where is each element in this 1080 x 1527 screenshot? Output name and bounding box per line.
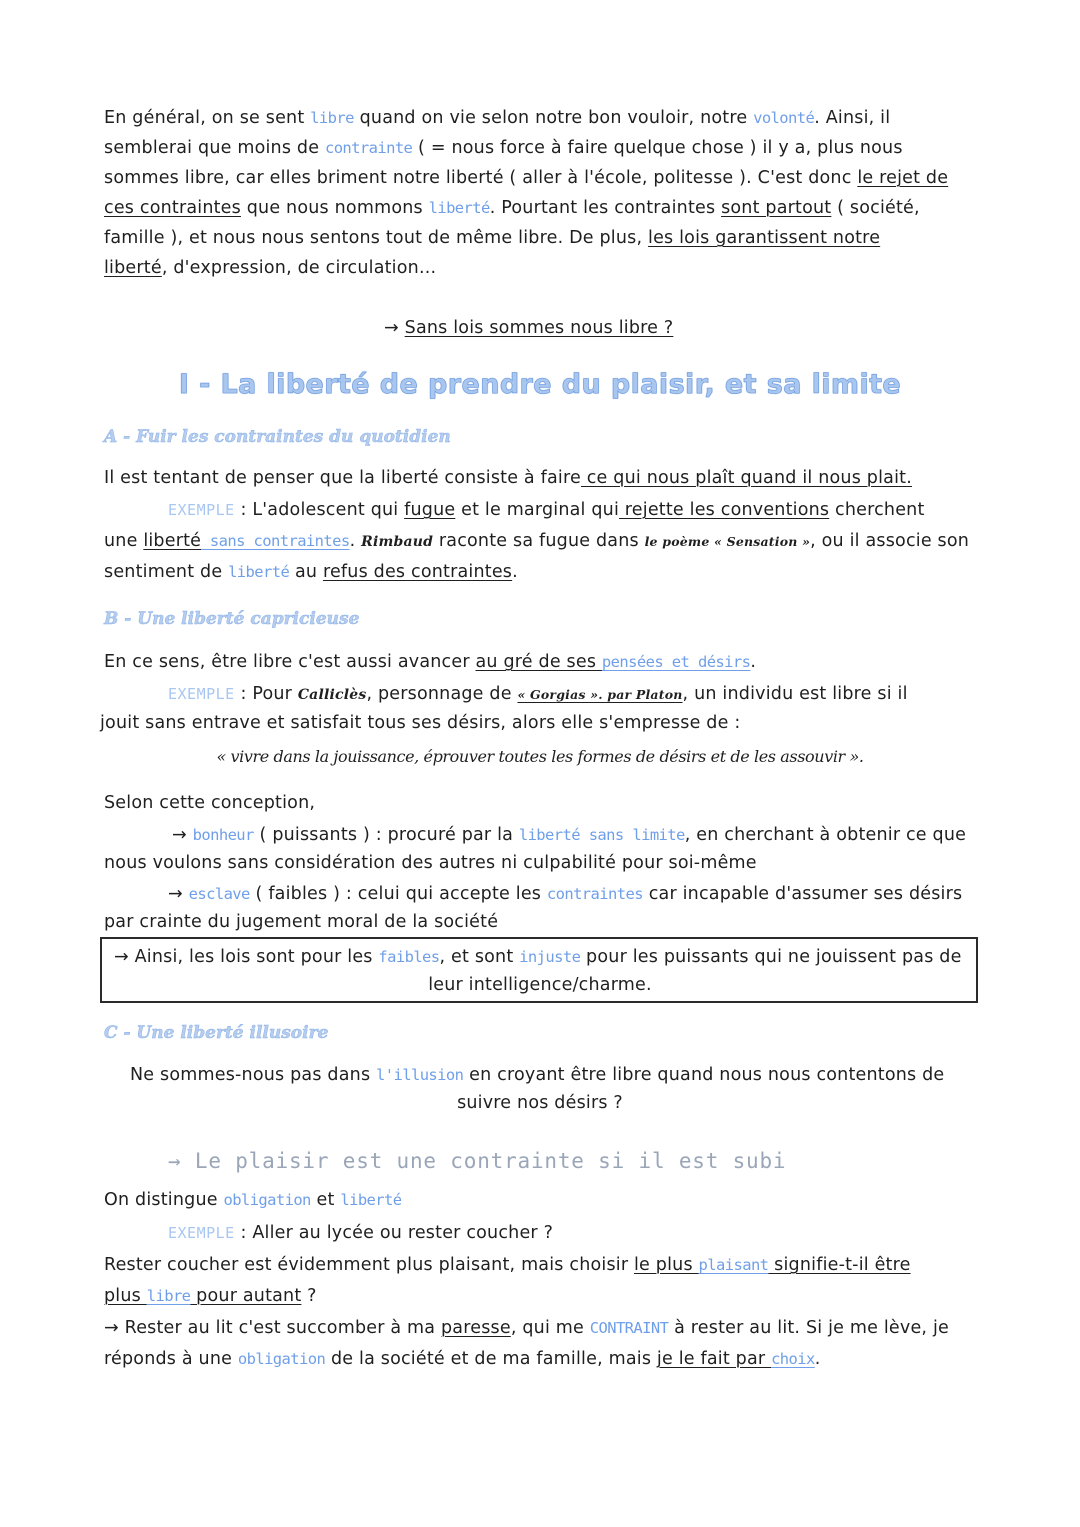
keyword: liberté sans limite	[518, 826, 685, 844]
underlined-text: liberté	[143, 531, 202, 551]
quote: « vivre dans la jouissance, éprouver toutes les formes de désirs et de les assouvir ».	[216, 747, 864, 766]
text: semblerai que moins de	[104, 138, 325, 158]
intro-line	[104, 228, 880, 248]
part-a-line	[168, 500, 925, 520]
intro-line	[104, 108, 890, 128]
text: En général, on se sent	[104, 108, 311, 128]
arrow-icon: →	[168, 884, 189, 904]
part-b-line	[104, 652, 756, 672]
underlined-text: pour autant	[190, 1286, 302, 1306]
underlined-text: je le fait par	[656, 1349, 772, 1369]
text: et	[310, 1190, 341, 1210]
text: , un individu est libre si il	[682, 684, 908, 704]
example-label: EXEMPLE	[168, 501, 235, 519]
underlined-text: les lois garantissent notre	[648, 228, 881, 248]
text: , en cherchant à obtenir ce que	[684, 825, 967, 845]
part-b-line	[168, 684, 908, 704]
text: .	[750, 652, 757, 672]
part-c-line: suivre nos désirs ?	[457, 1093, 623, 1113]
keyword: CONTRAINT	[589, 1319, 669, 1337]
intro-line	[104, 138, 903, 158]
text: Rester coucher est évidemment plus plaisant, mais choisir	[104, 1255, 634, 1275]
keyword: sans contraintes	[201, 532, 350, 550]
part-c-line	[168, 1223, 553, 1243]
text: sommes libre, car elles briment notre liberté ( aller à l'école, politesse ). C'est donc	[104, 168, 858, 188]
part-b-line	[168, 884, 962, 904]
part-b-line	[100, 713, 740, 733]
text: , personnage de	[366, 684, 518, 704]
underlined-text: refus des contraintes	[322, 562, 513, 582]
work-title: le poème « Sensation »	[644, 534, 811, 549]
text: que nous nommons	[240, 198, 429, 218]
conclusion-line: leur intelligence/charme.	[428, 975, 652, 995]
underlined-text: le rejet de	[857, 168, 949, 188]
part-a-line	[104, 531, 969, 551]
text: en croyant être libre quand nous nous contentons de	[463, 1065, 945, 1085]
underlined-text: le plus	[634, 1255, 699, 1275]
keyword: obligation	[237, 1350, 326, 1368]
text: de la société et de ma famille, mais	[325, 1349, 657, 1369]
subsection-title-b: B - Une liberté capricieuse	[104, 609, 360, 629]
text: ( = nous force à faire quelque chose ) il y a, plus nous	[412, 138, 903, 158]
keyword: faibles	[378, 948, 440, 966]
text: raconte sa fugue dans	[433, 531, 645, 551]
text: ( puissants ) : procuré par la	[253, 825, 519, 845]
part-c-line	[104, 1190, 401, 1210]
part-a-line	[104, 468, 912, 488]
text: , ou il associe son	[810, 531, 970, 551]
text: On distingue	[104, 1190, 224, 1210]
text: , d'expression, de circulation...	[161, 258, 437, 278]
part-c-line	[104, 1349, 821, 1369]
keyword: volonté	[753, 109, 815, 127]
underlined-text: ces contraintes	[104, 198, 241, 218]
underlined-text: signifie-t-il être	[768, 1255, 911, 1275]
text: et le marginal qui	[455, 500, 620, 520]
keyword: libre	[146, 1287, 191, 1305]
text: jouit sans entrave et satisfait tous ses désirs, alors elle s'empresse de :	[100, 713, 741, 733]
intro-line	[104, 168, 948, 188]
underlined-text: rejette les conventions	[619, 500, 830, 520]
keyword: libre	[310, 109, 354, 127]
subsection-title-a: A - Fuir les contraintes du quotidien	[104, 427, 451, 447]
arrow-icon: →	[172, 825, 193, 845]
author-name: Rimbaud	[361, 534, 434, 550]
text: , qui me	[510, 1318, 590, 1338]
part-c-line	[104, 1286, 317, 1306]
conclusion-line	[114, 947, 962, 967]
central-question	[384, 318, 673, 338]
text: , et sont	[439, 947, 520, 967]
underlined-text: sont partout	[721, 198, 832, 218]
text: car incapable d'assumer ses désirs	[642, 884, 963, 904]
underlined-text: au gré de ses	[475, 652, 602, 672]
underlined-text: plus	[104, 1286, 147, 1306]
text: En ce sens, être libre c'est aussi avancer	[104, 652, 476, 672]
text: .	[814, 1349, 821, 1369]
text: Ne sommes-nous pas dans	[130, 1065, 377, 1085]
text: Il est tentant de penser que la liberté consiste à faire	[104, 468, 581, 488]
example-label: EXEMPLE	[168, 685, 235, 703]
underlined-text: paresse	[441, 1318, 511, 1338]
text: sentiment de	[104, 562, 229, 582]
text: à rester au lit. Si je me lève, je	[668, 1318, 949, 1338]
text: : Pour	[234, 684, 298, 704]
question-text: Sans lois sommes nous libre ?	[404, 318, 674, 338]
arrow-icon: →	[384, 318, 405, 338]
text: → Ainsi, les lois sont pour les	[114, 947, 379, 967]
work-title: « Gorgias ». par Platon	[517, 687, 683, 702]
part-b-line	[104, 793, 315, 813]
text: ?	[301, 1286, 317, 1306]
part-a-line	[104, 562, 518, 582]
text: : L'adolescent qui	[234, 500, 405, 520]
key-statement: → Le plaisir est une contrainte si il est subi	[168, 1149, 787, 1173]
text: cherchent	[829, 500, 925, 520]
text: Selon cette conception,	[104, 793, 316, 813]
intro-line	[104, 258, 436, 278]
keyword: obligation	[223, 1191, 311, 1209]
keyword: bonheur	[192, 826, 254, 844]
text: . Pourtant les contraintes	[489, 198, 722, 218]
keyword: plaisant	[698, 1256, 769, 1274]
text: famille ), et nous nous sentons tout de même libre. De plus,	[104, 228, 649, 248]
keyword: pensées et désirs	[601, 653, 751, 671]
underlined-text: ce qui nous plaît quand il nous plait.	[580, 468, 912, 488]
keyword: choix	[771, 1350, 815, 1368]
section-title: I - La liberté de prendre du plaisir, et sa limite	[178, 369, 902, 400]
author-name: Calliclès	[297, 687, 367, 703]
part-c-line	[104, 1255, 911, 1275]
part-c-line	[104, 1318, 949, 1338]
text: ( faibles ) : celui qui accepte les	[249, 884, 547, 904]
text: : Aller au lycée ou rester coucher ?	[234, 1223, 554, 1243]
text: nous voulons sans considération des autres ni culpabilité pour soi-même	[104, 853, 757, 873]
keyword: liberté	[340, 1191, 402, 1209]
keyword: injuste	[519, 948, 581, 966]
keyword: l'illusion	[376, 1066, 464, 1084]
text: . Ainsi, il	[814, 108, 891, 128]
underlined-text: liberté	[104, 258, 162, 278]
subsection-title-c: C - Une liberté illusoire	[104, 1023, 329, 1043]
text: une	[104, 531, 144, 551]
part-b-line	[104, 853, 757, 873]
text: .	[349, 531, 362, 551]
keyword: liberté	[228, 563, 290, 581]
text: → Rester au lit c'est succomber à ma	[104, 1318, 441, 1338]
keyword: liberté	[428, 199, 490, 217]
underlined-text: fugue	[404, 500, 456, 520]
keyword: contrainte	[324, 139, 413, 157]
part-b-line	[104, 912, 498, 932]
part-c-line	[130, 1065, 944, 1085]
text: pour les puissants qui ne jouissent pas de	[580, 947, 962, 967]
part-b-line	[172, 825, 966, 845]
keyword: esclave	[188, 885, 250, 903]
text: ( société,	[831, 198, 920, 218]
intro-line	[104, 198, 920, 218]
text: au	[289, 562, 323, 582]
text: par crainte du jugement moral de la société	[104, 912, 499, 932]
text: quand on vie selon notre bon vouloir, notre	[353, 108, 754, 128]
keyword: contraintes	[546, 885, 643, 903]
text: .	[512, 562, 518, 582]
text: réponds à une	[104, 1349, 238, 1369]
example-label: EXEMPLE	[168, 1224, 235, 1242]
